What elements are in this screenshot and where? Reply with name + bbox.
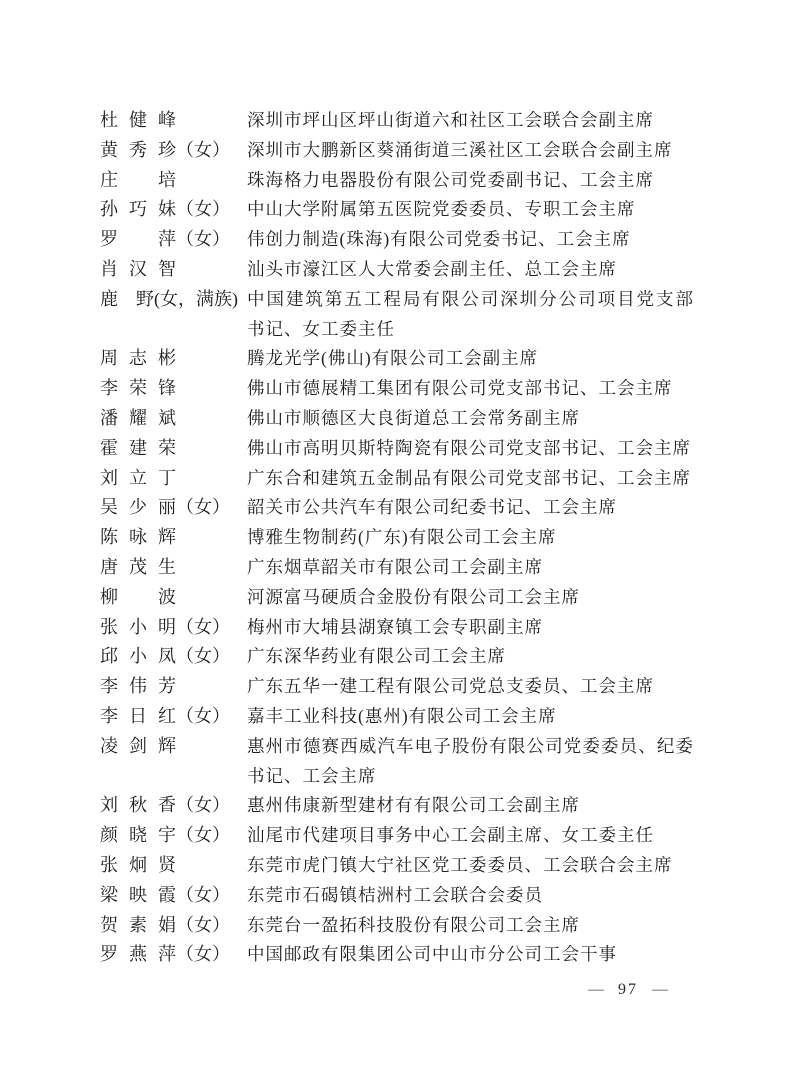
entry-title-line: 中国建筑第五工程局有限公司深圳分公司项目党支部 bbox=[247, 288, 694, 309]
roster-entry bbox=[100, 553, 694, 583]
entry-name-cell bbox=[100, 702, 247, 732]
entry-name-cell bbox=[100, 404, 247, 434]
entry-name-cell bbox=[100, 285, 247, 315]
entry-title-line: 惠州市德赛西威汽车电子股份有限公司党委委员、纪委 bbox=[247, 735, 694, 756]
entry-title-cell bbox=[247, 136, 694, 166]
entry-title-line: 中山大学附属第五医院党委委员、专职工会主席 bbox=[247, 199, 636, 220]
roster-entry bbox=[100, 940, 694, 970]
entry-name-cell bbox=[100, 940, 247, 970]
page-number bbox=[588, 981, 668, 999]
entry-title-line: 深圳市大鹏新区葵涌街道三溪社区工会联合会副主席 bbox=[247, 139, 673, 160]
person-name: 李伟芳 bbox=[100, 676, 176, 697]
roster-list bbox=[100, 106, 694, 970]
gender-note: （女） bbox=[176, 199, 230, 220]
roster-entry bbox=[100, 106, 694, 136]
entry-title-line: 腾龙光学(佛山)有限公司工会副主席 bbox=[247, 348, 539, 369]
entry-title-cell bbox=[247, 702, 694, 732]
person-name: 肖汉智 bbox=[100, 258, 176, 279]
entry-title-line: 梅州市大埔县湖寮镇工会专职副主席 bbox=[247, 616, 543, 637]
entry-name-cell bbox=[100, 106, 247, 136]
roster-entry bbox=[100, 613, 694, 643]
roster-entry bbox=[100, 702, 694, 732]
entry-name-cell bbox=[100, 344, 247, 374]
entry-title-line: 东莞市石碣镇桔洲村工会联合会委员 bbox=[247, 884, 543, 905]
roster-entry bbox=[100, 881, 694, 911]
entry-title-cell bbox=[247, 940, 694, 970]
entry-title-cell bbox=[247, 255, 694, 285]
entry-title-cell bbox=[247, 523, 694, 553]
entry-title-cell bbox=[247, 195, 694, 225]
entry-name-cell bbox=[100, 255, 247, 285]
entry-title-line: 韶关市公共汽车有限公司纪委书记、工会主席 bbox=[247, 497, 617, 518]
roster-entry bbox=[100, 493, 694, 523]
entry-name-cell bbox=[100, 672, 247, 702]
gender-note: （女） bbox=[176, 646, 230, 667]
entry-name-cell bbox=[100, 732, 247, 762]
entry-title-cell bbox=[247, 613, 694, 643]
entry-name-cell bbox=[100, 911, 247, 941]
roster-entry bbox=[100, 791, 694, 821]
entry-title-cell bbox=[247, 374, 694, 404]
entry-title-line: 东莞市虎门镇大宁社区党工委委员、工会联合会主席 bbox=[247, 854, 673, 875]
entry-name-cell bbox=[100, 523, 247, 553]
entry-title-line: 惠州伟康新型建材有有限公司工会副主席 bbox=[247, 795, 580, 816]
entry-name-cell bbox=[100, 166, 247, 196]
entry-name-cell bbox=[100, 553, 247, 583]
roster-entry bbox=[100, 642, 694, 672]
entry-title-line: 书记、女工委主任 bbox=[247, 318, 395, 339]
entry-title-cell bbox=[247, 881, 694, 911]
person-name: 周志彬 bbox=[100, 348, 176, 369]
entry-title-line: 汕尾市代建项目事务中心工会副主席、女工委主任 bbox=[247, 825, 654, 846]
person-name: 邱小凤 bbox=[100, 646, 176, 667]
roster-entry bbox=[100, 851, 694, 881]
roster-entry bbox=[100, 195, 694, 225]
page-number-dash-left: — bbox=[588, 981, 604, 998]
entry-title-cell bbox=[247, 225, 694, 255]
entry-title-cell bbox=[247, 672, 694, 702]
entry-title-cell bbox=[247, 434, 694, 464]
entry-name-cell bbox=[100, 374, 247, 404]
entry-name-cell bbox=[100, 791, 247, 821]
entry-title-line: 书记、工会主席 bbox=[247, 765, 377, 786]
roster-entry bbox=[100, 225, 694, 255]
roster-entry bbox=[100, 911, 694, 941]
person-name: 张小明 bbox=[100, 616, 176, 637]
entry-name-cell bbox=[100, 195, 247, 225]
person-name: 唐茂生 bbox=[100, 556, 176, 577]
person-name: 柳 波 bbox=[100, 586, 176, 607]
entry-title-line: 伟创力制造(珠海)有限公司党委书记、工会主席 bbox=[247, 229, 631, 250]
roster-entry bbox=[100, 434, 694, 464]
person-name: 张炯贤 bbox=[100, 854, 176, 875]
page-number-dash-right: — bbox=[652, 981, 668, 998]
gender-note: （女） bbox=[176, 705, 230, 726]
person-name: 黄秀珍 bbox=[100, 139, 176, 160]
gender-note: （女） bbox=[176, 616, 230, 637]
entry-title-cell bbox=[247, 344, 694, 374]
person-name: 李日红 bbox=[100, 705, 176, 726]
gender-note: （女） bbox=[176, 795, 230, 816]
person-name: 颜晓宇 bbox=[100, 825, 176, 846]
roster-entry bbox=[100, 672, 694, 702]
person-name: 鹿 野 bbox=[100, 288, 154, 309]
person-name: 梁映霞 bbox=[100, 884, 176, 905]
entry-title-cell bbox=[247, 106, 694, 136]
page-number-value: 97 bbox=[618, 981, 638, 998]
entry-title-cell bbox=[247, 583, 694, 613]
roster-entry bbox=[100, 404, 694, 434]
entry-name-cell bbox=[100, 881, 247, 911]
entry-title-cell bbox=[247, 791, 694, 821]
roster-entry bbox=[100, 821, 694, 851]
entry-name-cell bbox=[100, 642, 247, 672]
person-name: 凌剑辉 bbox=[100, 735, 176, 756]
person-name: 陈咏辉 bbox=[100, 527, 176, 548]
roster-entry bbox=[100, 374, 694, 404]
roster-entry bbox=[100, 136, 694, 166]
entry-title-line: 珠海格力电器股份有限公司党委副书记、工会主席 bbox=[247, 169, 654, 190]
entry-title-line: 佛山市高明贝斯特陶瓷有限公司党支部书记、工会主席 bbox=[247, 437, 691, 458]
person-name: 李荣锋 bbox=[100, 378, 176, 399]
entry-name-cell bbox=[100, 821, 247, 851]
person-name: 杜健峰 bbox=[100, 110, 176, 130]
entry-title-line: 博雅生物制药(广东)有限公司工会主席 bbox=[247, 527, 557, 548]
entry-title-line: 东莞台一盈拓科技股份有限公司工会主席 bbox=[247, 914, 580, 935]
person-name: 罗 萍 bbox=[100, 229, 176, 250]
entry-title-line: 汕头市濠江区人大常委会副主任、总工会主席 bbox=[247, 258, 617, 279]
roster-entry bbox=[100, 583, 694, 613]
roster-entry bbox=[100, 464, 694, 494]
entry-title-line: 嘉丰工业科技(惠州)有限公司工会主席 bbox=[247, 705, 557, 726]
gender-note: （女） bbox=[176, 914, 230, 935]
entry-name-cell bbox=[100, 434, 247, 464]
entry-title-line: 广东深华药业有限公司工会主席 bbox=[247, 646, 506, 667]
entry-title-line: 广东烟草韶关市有限公司工会副主席 bbox=[247, 556, 543, 577]
entry-name-cell bbox=[100, 851, 247, 881]
entry-title-cell bbox=[247, 493, 694, 523]
entry-title-cell bbox=[247, 642, 694, 672]
entry-name-cell bbox=[100, 225, 247, 255]
entry-title-cell bbox=[247, 911, 694, 941]
entry-title-line: 佛山市德展精工集团有限公司党支部书记、工会主席 bbox=[247, 378, 673, 399]
gender-note: （女） bbox=[176, 825, 230, 846]
person-name: 孙巧妹 bbox=[100, 199, 176, 220]
roster-entry bbox=[100, 344, 694, 374]
entry-name-cell bbox=[100, 464, 247, 494]
person-name: 刘立丁 bbox=[100, 467, 176, 488]
entry-title-cell bbox=[247, 553, 694, 583]
entry-title-cell bbox=[247, 285, 694, 345]
person-name: 霍建荣 bbox=[100, 437, 176, 458]
gender-note: （女） bbox=[176, 497, 230, 518]
roster-entry bbox=[100, 523, 694, 553]
roster-entry bbox=[100, 166, 694, 196]
entry-title-cell bbox=[247, 464, 694, 494]
entry-title-line: 深圳市坪山区坪山街道六和社区工会联合会副主席 bbox=[247, 110, 654, 130]
person-name: 贺素娟 bbox=[100, 914, 176, 935]
person-name: 庄 培 bbox=[100, 169, 176, 190]
entry-title-cell bbox=[247, 404, 694, 434]
gender-note: （女） bbox=[176, 944, 230, 965]
entry-title-cell bbox=[247, 821, 694, 851]
roster-entry bbox=[100, 255, 694, 285]
entry-name-cell bbox=[100, 613, 247, 643]
person-name: 吴少丽 bbox=[100, 497, 176, 518]
entry-title-line: 广东合和建筑五金制品有限公司党支部书记、工会主席 bbox=[247, 467, 691, 488]
person-name: 罗燕萍 bbox=[100, 944, 176, 965]
entry-name-cell bbox=[100, 136, 247, 166]
entry-name-cell bbox=[100, 493, 247, 523]
roster-entry bbox=[100, 285, 694, 345]
entry-title-cell bbox=[247, 851, 694, 881]
entry-title-line: 佛山市顺德区大良街道总工会常务副主席 bbox=[247, 407, 580, 428]
entry-title-line: 广东五华一建工程有限公司党总支委员、工会主席 bbox=[247, 676, 654, 697]
gender-note: （女） bbox=[176, 139, 230, 160]
gender-note: （女） bbox=[176, 884, 230, 905]
entry-title-line: 中国邮政有限集团公司中山市分公司工会干事 bbox=[247, 944, 617, 965]
person-name: 潘耀斌 bbox=[100, 407, 176, 428]
entry-title-line: 河源富马硬质合金股份有限公司工会主席 bbox=[247, 586, 580, 607]
entry-title-cell bbox=[247, 166, 694, 196]
person-name: 刘秋香 bbox=[100, 795, 176, 816]
gender-note: （女） bbox=[176, 229, 230, 250]
roster-entry bbox=[100, 732, 694, 792]
gender-note: (女，满族) bbox=[154, 288, 238, 309]
entry-title-cell bbox=[247, 732, 694, 792]
entry-name-cell bbox=[100, 583, 247, 613]
